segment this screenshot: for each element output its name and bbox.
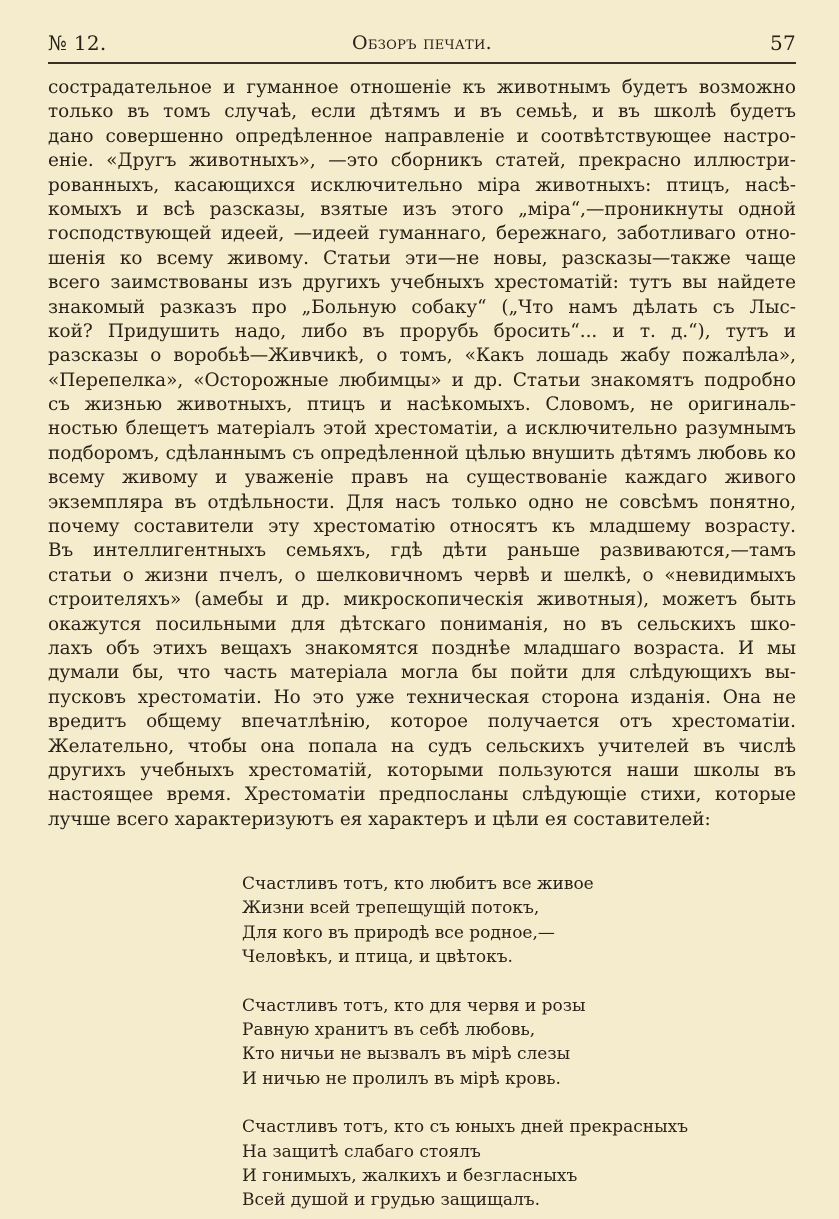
text-line: подборомъ, сдѣланнымъ съ опредѣленной цѣлью внушить дѣтямъ любовь ко [48, 442, 796, 464]
running-head [48, 28, 796, 58]
poem-line: На защитѣ слабаго стоялъ [242, 1141, 481, 1162]
text-line: всего заимствованы изъ другихъ учебныхъ хрестоматій: тутъ вы найдете [48, 272, 796, 294]
poem-line: Счастливъ тотъ, кто съ юныхъ дней прекрасныхъ [242, 1117, 689, 1138]
text-line: Въ интеллигентныхъ семьяхъ, гдѣ дѣти раньше развиваются,—тамъ [48, 540, 796, 562]
poem-line: И ничью не пролилъ въ мірѣ кровь. [242, 1068, 561, 1089]
text-line: «Перепелка», «Осторожные любимцы» и др. Статьи знакомятъ подробно [48, 369, 796, 391]
poem-line: Человѣкъ, и птица, и цвѣтокъ. [242, 947, 513, 968]
text-line: настоящее время. Хрестоматіи предпосланы слѣдующіе стихи, которые [48, 784, 796, 806]
text-line: вредитъ общему впечатлѣнію, которое получается отъ хрестоматіи. [48, 711, 796, 733]
text-line: почему составители эту хрестоматію относятъ къ младшему возрасту. [48, 516, 796, 538]
text-line: комыхъ и всѣ разсказы, взятые изъ этого „міра“,—проникнуты одной [48, 198, 796, 220]
poem-line: Счастливъ тотъ, кто для червя и розы [242, 995, 586, 1016]
text-line: сострадательное и гуманное отношеніе къ животнымъ будетъ возможно [48, 77, 796, 98]
text-line: другихъ учебныхъ хрестоматій, которыми пользуются наши школы въ [48, 759, 796, 781]
section-title: Обзоръ печати. [352, 32, 492, 54]
body-paragraph [48, 76, 796, 832]
text-line: рованныхъ, касающихся исключительно міра животныхъ: птицъ, насѣ- [48, 174, 796, 196]
poem-line: Всей душой и грудью защищалъ. [242, 1190, 541, 1211]
poem-stanza [242, 1115, 742, 1213]
text-line: окажутся посильными для дѣтскаго пониманія, но въ сельскихъ шко- [48, 613, 796, 635]
text-line: строителяхъ» (амебы и др. микроскопическія животныя), можетъ быть [48, 589, 796, 611]
text-line: шенія ко всему живому. Статьи эти—не новы, разсказы—также чаще [48, 247, 796, 269]
poem-line: Жизни всей трепещущій потокъ, [242, 898, 540, 919]
text-line: съ жизнью животныхъ, птицъ и насѣкомыхъ. Словомъ, не оригиналь- [48, 394, 796, 416]
poem-line: И гонимыхъ, жалкихъ и безгласныхъ [242, 1165, 578, 1186]
text-line: знакомый разказъ про „Больную собаку“ („Что намъ дѣлать съ Лыс- [48, 296, 796, 318]
text-line: кой? Придушить надо, либо въ прорубь бросить“... и т. д.“), тутъ и [48, 320, 796, 342]
text-line: разсказы о воробьѣ—Живчикѣ, о томъ, «Какъ лошадь жабу пожалѣла», [48, 345, 796, 367]
issue-number: № 12. [48, 31, 107, 55]
poem-line: Для кого въ природѣ все родное,— [242, 922, 555, 943]
poem-stanza [242, 872, 742, 970]
text-line: всему живому и уваженіе правъ на существованіе каждаго живого [48, 467, 796, 489]
text-line: думали бы, что часть матеріала могла бы пойти для слѣдующихъ вы- [48, 662, 796, 684]
text-line: статьи о жизни пчелъ, о шелковичномъ червѣ и шелкѣ, о «невидимыхъ [48, 564, 796, 586]
poem-line: Кто ничьи не вызвалъ въ мірѣ слезы [242, 1044, 571, 1065]
text-line: лахъ объ этихъ вещахъ знакомятся позднѣе младшаго возраста. И мы [48, 637, 796, 659]
text-line: еніе. «Другъ животныхъ», —это сборникъ статей, прекрасно иллюстри- [48, 150, 796, 172]
text-line: только въ томъ случаѣ, если дѣтямъ и въ семьѣ, и въ школѣ будетъ [48, 101, 796, 123]
poem-line: Счастливъ тотъ, кто любитъ все живое [242, 874, 594, 894]
header-rule [48, 62, 796, 64]
text-line: господствующей идеей, —идеей гуманнаго, бережнаго, заботливаго отно- [48, 223, 796, 245]
text-line: дано совершенно опредѣленное направленіе и соотвѣтствующее настро- [48, 125, 796, 147]
text-line: пусковъ хрестоматіи. Но это уже техническая сторона изданія. Она не [48, 686, 796, 708]
poem-line: Равную хранитъ въ себѣ любовь, [242, 1019, 536, 1040]
text-line: Желательно, чтобы она попала на судъ сельскихъ учителей въ числѣ [48, 735, 796, 757]
page-number: 57 [769, 31, 796, 55]
poem-stanza [242, 994, 742, 1092]
text-line: ностью блещетъ матеріалъ этой хрестоматіи, а исключительно разумнымъ [48, 418, 796, 440]
text-line: лучше всего характеризуютъ ея характеръ и цѣли ея составителей: [48, 808, 711, 830]
text-line: экземпляра въ отдѣльности. Для насъ только одно не совсѣмъ понятно, [48, 491, 796, 513]
poem [242, 872, 742, 1213]
